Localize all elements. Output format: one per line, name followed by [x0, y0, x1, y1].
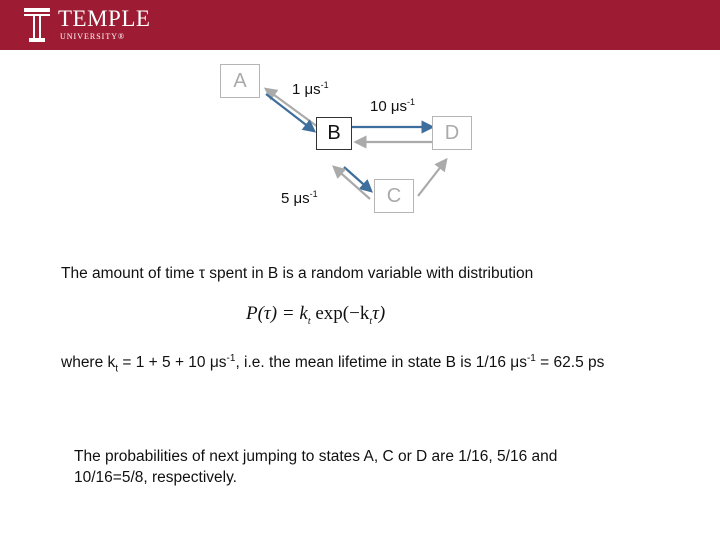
rate-b-to-c: 5 $\mu s^{-1}$ — [281, 189, 318, 207]
logo-name: TEMPLE — [58, 6, 151, 31]
rate-b-to-d: 10 $\mu s^{-1}$ — [370, 97, 416, 115]
arrow-a-to-b — [266, 94, 314, 131]
arrow-c-to-b — [334, 167, 370, 199]
mean-lifetime-text: where $k_t = 1 + 5 + 10$ $\mu s^{-1}$, i.e. the mean lifetime in state B is 1/16 $\mu s^{-1} = 62.5$ ps — [61, 353, 605, 375]
state-a-box: A — [220, 64, 260, 98]
distribution-equation: $P(\tau) = k_t$ $\exp(-k_t\tau)$ — [246, 303, 386, 327]
logo-subtitle: UNIVERSITY® — [60, 32, 126, 41]
probabilities-text: The probabilities of next jumping to states A, C or D are 1/16, 5/16 and 10/16=5/8, respectively. — [74, 448, 558, 486]
rate-b-to-a: 1 $\mu s^{-1}$ — [292, 80, 329, 98]
state-c-box: C — [374, 179, 414, 213]
arrow-c-to-d — [418, 160, 446, 196]
distribution-sentence: The amount of time τ spent in B is a random variable with distribution — [61, 265, 534, 282]
state-d-box: D — [432, 116, 472, 150]
state-b-box: B — [316, 117, 352, 150]
